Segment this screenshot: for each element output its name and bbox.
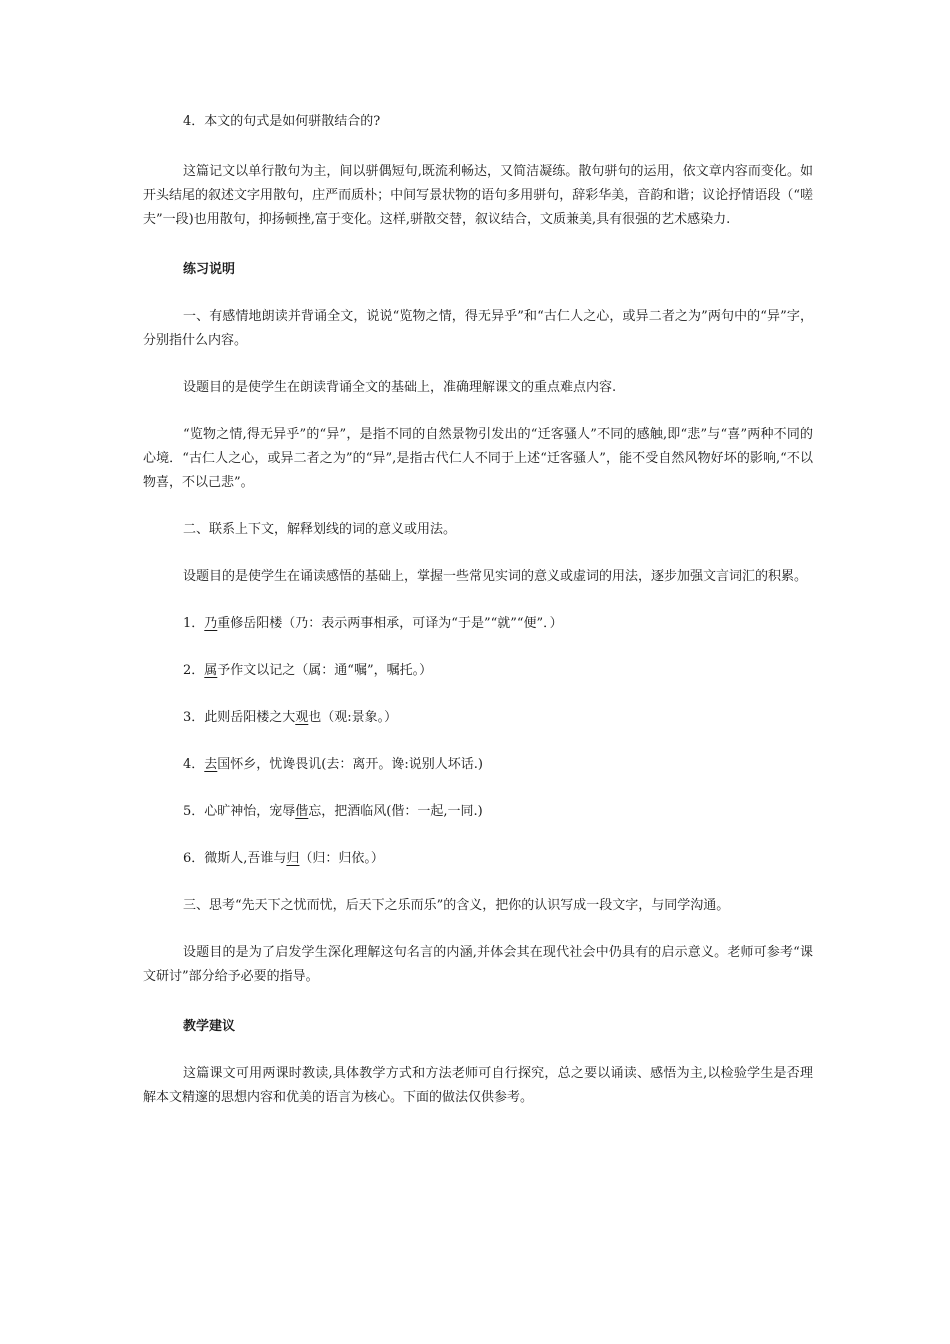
word-item-prefix: 4． — [183, 757, 205, 772]
document-page — [143, 110, 813, 1110]
teaching-heading: 教学建议 — [183, 1019, 236, 1034]
word-item-explanation: 忘，把酒临风(偕：一起,一同.) — [308, 804, 483, 819]
answer-4-paragraph: 这篇记文以单行散句为主，间以骈偶短句,既流利畅达，又简洁凝练。散句骈句的运用，依文章内容而变化。如开头结尾的叙述文字用散句，庄严而质朴；中间写景状物的语句多用骈句，辞彩华美，音韵和谐；议论抒情语段（“嗟夫”一段)也用散句，抑扬顿挫,富于变化。这样,骈散交替，叙议结合，文质兼美,具有很强的艺术感染力. — [143, 164, 813, 227]
word-item-explanation: （归：归依。） — [299, 851, 384, 866]
underlined-word: 去 — [204, 757, 218, 772]
exercise-item-3-purpose: 设题目的是为了启发学生深化理解这句名言的内涵,并体会其在现代社会中仍具有的启示意义。老师可参考“课文研讨”部分给予必要的指导。 — [143, 945, 813, 984]
teaching-paragraph: 这篇课文可用两课时教读,具体教学方式和方法老师可自行探究，总之要以诵读、感悟为主,以检验学生是否理解本文精邃的思想内容和优美的语言为核心。下面的做法仅供参考。 — [143, 1066, 813, 1105]
word-item-prefix: 1． — [183, 616, 205, 631]
word-item-explanation: 予作文以记之（属：通“嘱”，嘱托。） — [217, 663, 433, 678]
exercise-item-2: 二、联系上下文，解释划线的词的意义或用法。 — [183, 522, 457, 537]
word-item-prefix: 5．心旷神怡，宠辱 — [183, 804, 296, 819]
exercise-item-1: 一、有感情地朗读并背诵全文，说说“览物之情，得无异乎”和“古仁人之心，或异二者之为”两句中的“异”字，分别指什么内容。 — [143, 309, 813, 348]
word-item-prefix: 6．微斯人,吾谁与 — [183, 851, 287, 866]
word-item-1 — [143, 612, 813, 636]
underlined-word: 属 — [204, 663, 218, 678]
word-item-3 — [143, 706, 813, 730]
exercise-item-1-purpose: 设题目的是使学生在朗读背诵全文的基础上，准确理解课文的重点难点内容. — [183, 380, 617, 395]
word-item-explanation: 也（观:景象。） — [308, 710, 398, 725]
underlined-word: 观 — [295, 710, 309, 725]
word-item-6 — [143, 847, 813, 871]
question-4: 4．本文的句式是如何骈散结合的? — [183, 114, 381, 129]
underlined-word: 乃 — [204, 616, 218, 631]
underlined-word: 偕 — [295, 804, 309, 819]
word-item-5 — [143, 800, 813, 824]
word-item-explanation: 重修岳阳楼（乃：表示两事相承，可译为“于是”“就”“便”．） — [217, 616, 563, 631]
exercise-heading: 练习说明 — [183, 262, 236, 277]
word-item-prefix: 3．此则岳阳楼之大 — [183, 710, 296, 725]
exercise-item-1-answer: “览物之情,得无异乎”的“异”，是指不同的自然景物引发出的“迁客骚人”不同的感触,即“悲”与“喜”两种不同的心境．“古仁人之心，或异二者之为”的“异”,是指古代仁人不同于上述“迁客骚人”，能不受自然风物好坏的影响,“不以物喜，不以己悲”。 — [143, 427, 813, 490]
word-item-4 — [143, 753, 813, 777]
word-item-prefix: 2． — [183, 663, 205, 678]
word-item-explanation: 国怀乡，忧谗畏讥(去：离开。谗:说别人坏话.) — [217, 757, 483, 772]
word-item-2 — [143, 659, 813, 683]
exercise-item-3: 三、思考“先天下之忧而忧，后天下之乐而乐”的含义，把你的认识写成一段文字，与同学沟通。 — [183, 898, 730, 913]
exercise-item-2-purpose: 设题目的是使学生在诵读感悟的基础上，掌握一些常见实词的意义或虚词的用法，逐步加强文言词汇的积累。 — [183, 569, 808, 584]
underlined-word: 归 — [286, 851, 300, 866]
